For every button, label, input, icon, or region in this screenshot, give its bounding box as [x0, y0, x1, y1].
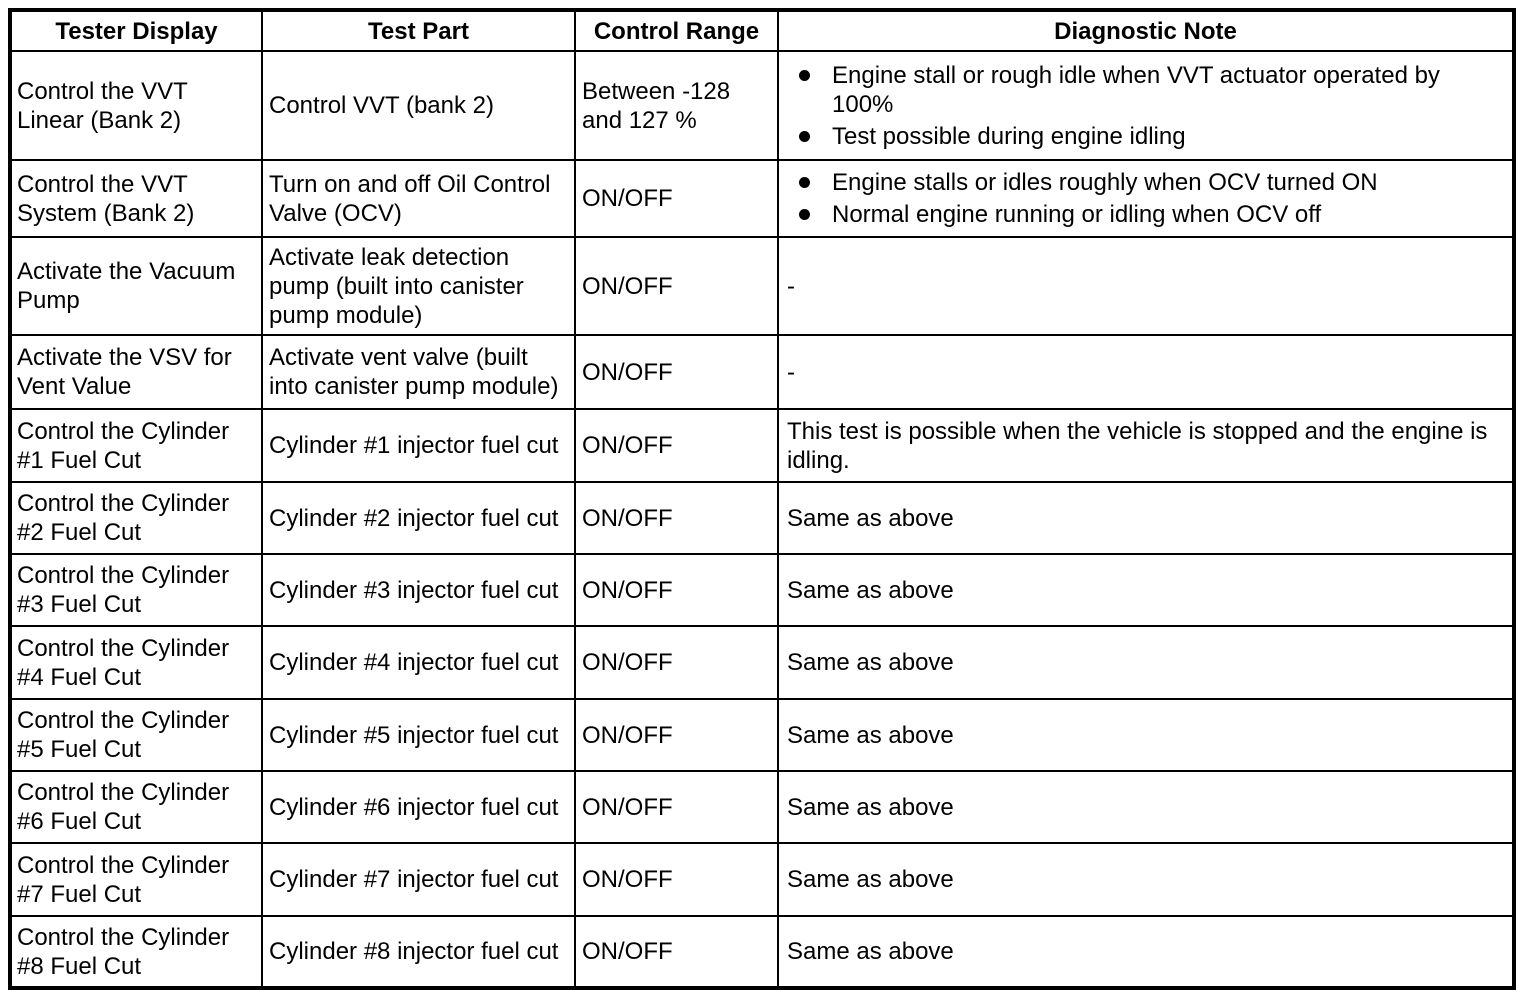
tester-display-cell: Control the Cylinder #3 Fuel Cut — [10, 554, 262, 626]
test-part-cell: Turn on and off Oil Control Valve (OCV) — [262, 160, 575, 237]
test-part-cell: Activate vent valve (built into canister pump module) — [262, 335, 575, 409]
diagnostic-note-bullet-item — [787, 168, 1500, 197]
tester-display-cell: Activate the VSV for Vent Value — [10, 335, 262, 409]
test-part-cell: Cylinder #1 injector fuel cut — [262, 409, 575, 482]
col-header-tester-display: Tester Display — [10, 10, 262, 51]
table-row — [10, 771, 1514, 843]
control-range-cell: ON/OFF — [575, 699, 778, 771]
control-range-cell: ON/OFF — [575, 482, 778, 554]
diagnostic-note-cell: Same as above — [778, 554, 1514, 626]
diagnostic-note-cell: - — [778, 335, 1514, 409]
diagnostic-note-bullet-item — [787, 122, 1500, 151]
tester-display-cell: Control the Cylinder #4 Fuel Cut — [10, 626, 262, 699]
test-part-cell: Cylinder #6 injector fuel cut — [262, 771, 575, 843]
control-range-cell: ON/OFF — [575, 916, 778, 988]
tester-display-cell: Control the Cylinder #5 Fuel Cut — [10, 699, 262, 771]
col-header-diagnostic-note: Diagnostic Note — [778, 10, 1514, 51]
table-row — [10, 626, 1514, 699]
control-range-cell: ON/OFF — [575, 160, 778, 237]
diagnostic-note-bullet-item — [787, 61, 1500, 119]
col-header-control-range: Control Range — [575, 10, 778, 51]
tester-display-cell: Control the VVT Linear (Bank 2) — [10, 51, 262, 160]
col-header-test-part: Test Part — [262, 10, 575, 51]
diagnostic-note-cell: Same as above — [778, 916, 1514, 988]
test-part-cell: Cylinder #8 injector fuel cut — [262, 916, 575, 988]
diagnostic-note-text: Normal engine running or idling when OCV off — [832, 201, 1322, 228]
diagnostic-note-cell: Same as above — [778, 771, 1514, 843]
table-body — [10, 51, 1514, 988]
test-part-cell: Cylinder #3 injector fuel cut — [262, 554, 575, 626]
tester-display-cell: Control the Cylinder #6 Fuel Cut — [10, 771, 262, 843]
table-row — [10, 335, 1514, 409]
diagnostic-note-text: Engine stalls or idles roughly when OCV turned ON — [832, 169, 1378, 196]
tester-display-cell: Control the VVT System (Bank 2) — [10, 160, 262, 237]
table-row — [10, 237, 1514, 335]
diagnostic-note-cell: Same as above — [778, 482, 1514, 554]
header-row — [10, 10, 1514, 51]
control-range-cell: ON/OFF — [575, 771, 778, 843]
table-row — [10, 51, 1514, 160]
diagnostic-note-cell: Same as above — [778, 843, 1514, 916]
test-part-cell: Activate leak detection pump (built into canister pump module) — [262, 237, 575, 335]
diagnostic-note-cell: - — [778, 237, 1514, 335]
tester-display-cell: Control the Cylinder #8 Fuel Cut — [10, 916, 262, 988]
tester-display-cell: Activate the Vacuum Pump — [10, 237, 262, 335]
bullet-icon — [799, 209, 810, 220]
diagnostic-note-cell — [778, 51, 1514, 160]
test-part-cell: Cylinder #2 injector fuel cut — [262, 482, 575, 554]
bullet-icon — [799, 70, 810, 81]
table-row — [10, 843, 1514, 916]
control-range-cell: ON/OFF — [575, 409, 778, 482]
bullet-icon — [799, 131, 810, 142]
control-range-cell: ON/OFF — [575, 554, 778, 626]
table-row — [10, 409, 1514, 482]
tester-display-cell: Control the Cylinder #2 Fuel Cut — [10, 482, 262, 554]
diagnostic-note-cell: Same as above — [778, 626, 1514, 699]
test-part-cell: Cylinder #4 injector fuel cut — [262, 626, 575, 699]
bullet-icon — [799, 177, 810, 188]
table-row — [10, 699, 1514, 771]
diagnostic-note-bullet-item — [787, 200, 1500, 229]
table-row — [10, 160, 1514, 237]
tester-display-cell: Control the Cylinder #7 Fuel Cut — [10, 843, 262, 916]
table-row — [10, 554, 1514, 626]
control-range-cell: ON/OFF — [575, 626, 778, 699]
control-range-cell: Between -128 and 127 % — [575, 51, 778, 160]
diagnostic-note-text: Test possible during engine idling — [832, 122, 1186, 150]
test-part-cell: Cylinder #5 injector fuel cut — [262, 699, 575, 771]
table-row — [10, 916, 1514, 988]
test-part-cell: Control VVT (bank 2) — [262, 51, 575, 160]
control-range-cell: ON/OFF — [575, 237, 778, 335]
control-range-cell: ON/OFF — [575, 335, 778, 409]
diagnostic-note-cell — [778, 160, 1514, 237]
diagnostic-note-cell: Same as above — [778, 699, 1514, 771]
diagnostic-note-text: Engine stall or rough idle when VVT actuator operated by 100% — [832, 61, 1440, 118]
tester-display-cell: Control the Cylinder #1 Fuel Cut — [10, 409, 262, 482]
control-range-cell: ON/OFF — [575, 843, 778, 916]
diagnostic-table — [8, 8, 1516, 990]
table-row — [10, 482, 1514, 554]
test-part-cell: Cylinder #7 injector fuel cut — [262, 843, 575, 916]
diagnostic-note-cell: This test is possible when the vehicle is stopped and the engine is idling. — [778, 409, 1514, 482]
